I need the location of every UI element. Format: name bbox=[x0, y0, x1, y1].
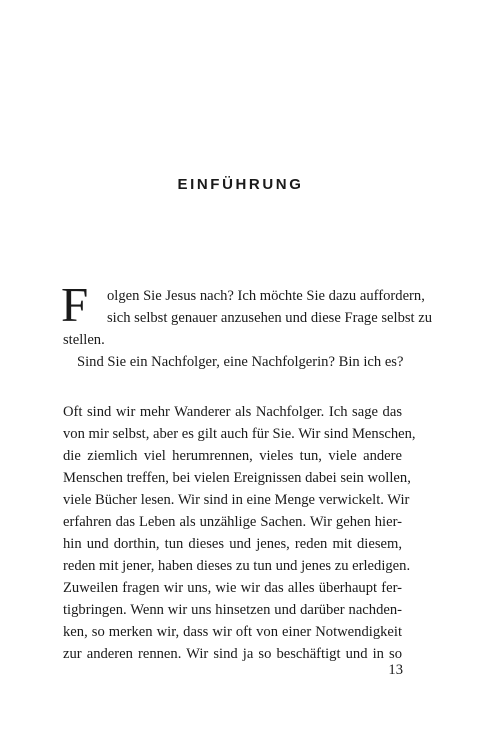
text-line: olgen Sie Jesus nach? Ich möchte Sie dazu auffordern, bbox=[107, 288, 425, 304]
text-line: ken, so merken wir, dass wir oft von einer Notwendigkeit bbox=[63, 624, 402, 640]
body-paragraph bbox=[63, 401, 416, 665]
text-line: Sind Sie ein Nachfolger, eine Nachfolgerin? Bin ich es? bbox=[77, 354, 404, 370]
intro-paragraph bbox=[61, 277, 433, 373]
text-line: tigbringen. Wenn wir uns hinsetzen und darüber nachden- bbox=[63, 602, 402, 618]
text-line: reden mit jener, haben dieses zu tun und jenes zu erledigen. bbox=[63, 558, 411, 574]
page-number: 13 bbox=[388, 662, 403, 678]
text-line: Zuweilen fragen wir uns, wie wir das alles überhaupt fer- bbox=[63, 580, 402, 596]
text-line: Menschen treffen, bei vielen Ereignissen dabei sein wollen, bbox=[63, 470, 411, 486]
text-line: zur anderen rennen. Wir sind ja so beschäftigt und in so bbox=[63, 646, 402, 662]
text-line: die ziemlich viel herumrennen, vieles tun, viele andere bbox=[63, 448, 402, 464]
drop-cap-letter: F bbox=[61, 277, 89, 332]
text-line: erfahren das Leben als unzählige Sachen. Wir gehen hier- bbox=[63, 514, 402, 530]
text-line: sich selbst genauer anzusehen und diese Frage selbst zu bbox=[107, 310, 433, 326]
chapter-heading: EINFÜHRUNG bbox=[177, 176, 304, 193]
text-line: viele Bücher lesen. Wir sind in eine Menge verwickelt. Wir bbox=[63, 492, 410, 508]
text-line: stellen. bbox=[63, 332, 105, 348]
text-line: hin und dorthin, tun dieses und jenes, reden mit diesem, bbox=[63, 536, 402, 552]
text-line: Oft sind wir mehr Wanderer als Nachfolger. Ich sage das bbox=[63, 404, 402, 420]
text-line: von mir selbst, aber es gilt auch für Sie. Wir sind Menschen, bbox=[63, 426, 416, 442]
